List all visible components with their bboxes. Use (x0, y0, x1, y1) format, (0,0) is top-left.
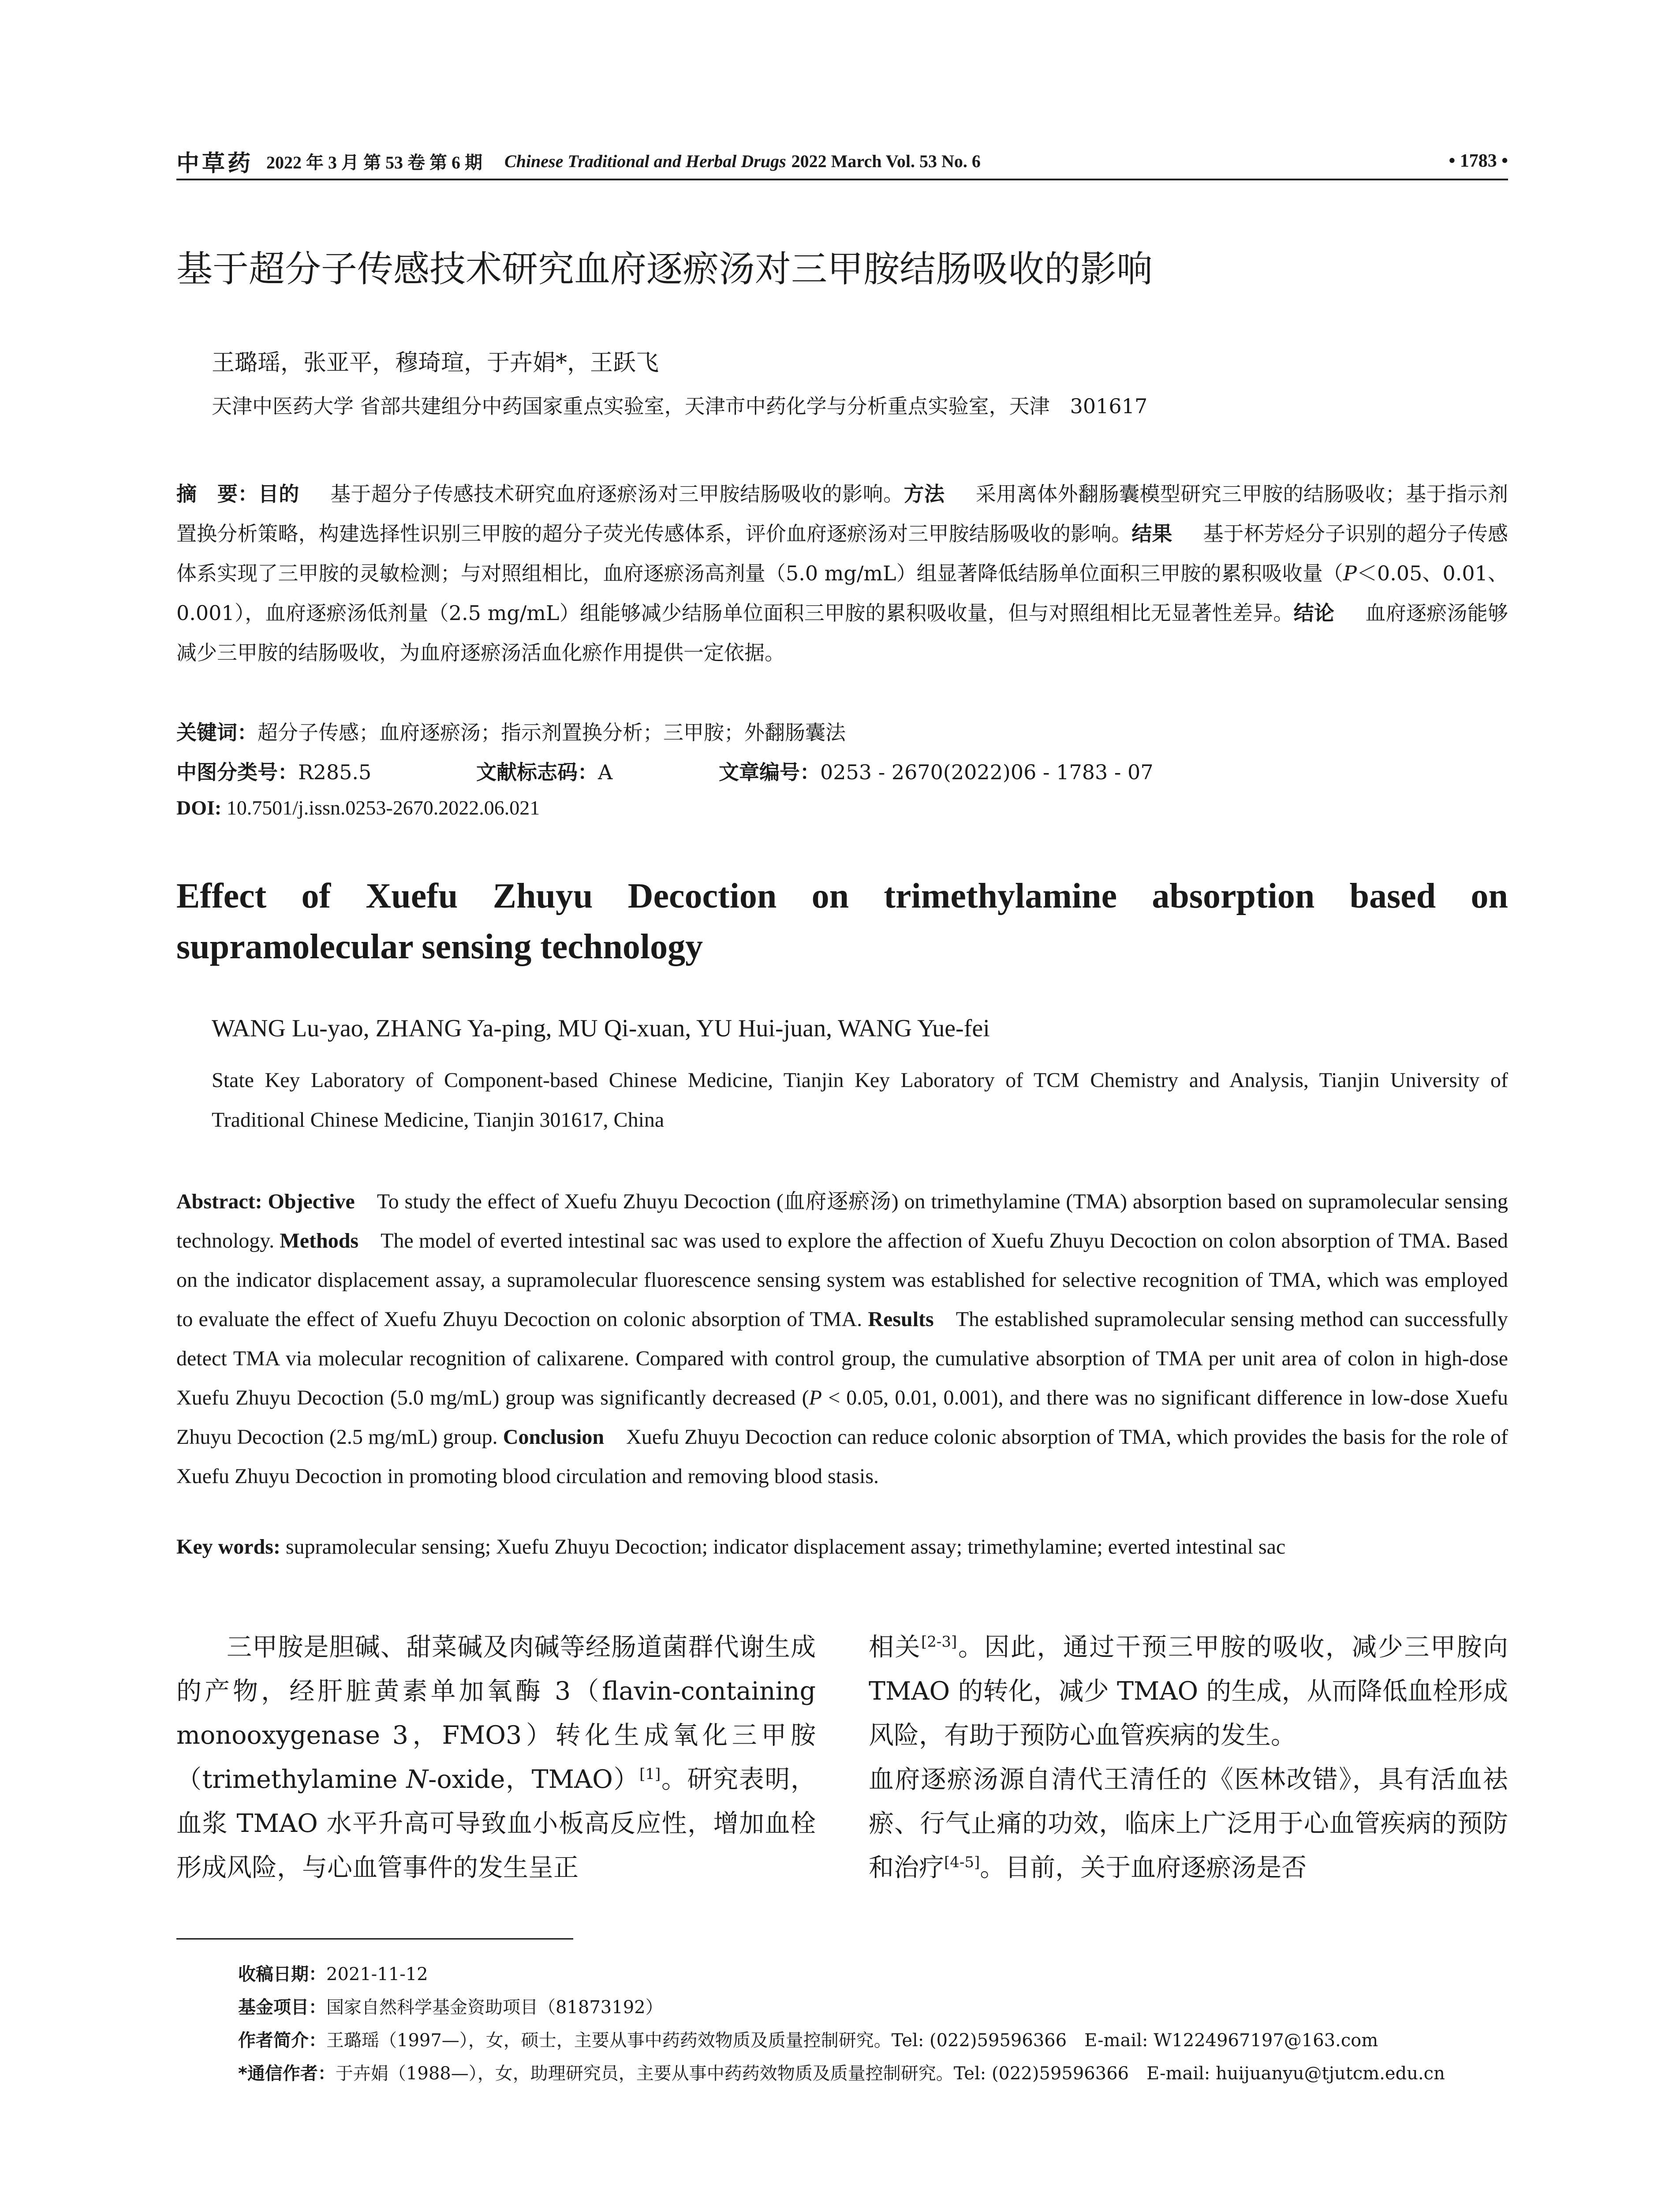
classification-row (176, 756, 1154, 785)
methods-label-en: Methods (280, 1229, 359, 1252)
footnote-label: 基金项目： (238, 1997, 326, 2018)
footnote-text: 王璐瑶（1997—），女，硕士，主要从事中药药效物质及质量控制研究。Tel: (022)59596366 E-mail: W1224967197@163.com (326, 2030, 1378, 2051)
citation-ref[interactable]: [1] (639, 1765, 661, 1783)
body-text: 三甲胺是胆碱、甜菜碱及肉碱等经肠道菌群代谢生成的产物，经肝脏黄素单加氧酶 3（flavin-containing monooxygenase 3，FMO3）转化生成氧化三甲胺（trimethylamine (176, 1633, 816, 1794)
keywords-label-en: Key words: (176, 1535, 280, 1558)
doc-code: A (598, 760, 613, 784)
body-column-left (176, 1625, 816, 1890)
article-no: 0253 - 2670(2022)06 - 1783 - 07 (820, 760, 1154, 784)
objective-text-en: To study the effect of Xuefu Zhuyu Decoction (血府逐瘀汤) on trimethylamine (TMA) absorption based on supramolecular sensing technology. (176, 1190, 1508, 1252)
methods-text-cn: 采用离体外翻肠囊模型研究三甲胺的结肠吸收；基于指示剂置换分析策略，构建选择性识别三甲胺的超分子荧光传感体系，评价血府逐瘀汤对三甲胺结肠吸收的影响。 (176, 482, 1508, 546)
issue-info-en: 2022 March Vol. 53 No. 6 (791, 151, 981, 171)
footnote-text: 国家自然科学基金资助项目（81873192） (326, 1997, 663, 2018)
footnote-label: 作者简介： (238, 2030, 326, 2051)
body-text: 相关 (869, 1633, 922, 1662)
footnotes (238, 1958, 1508, 2090)
conclusion-text-en: Xuefu Zhuyu Decoction can reduce colonic absorption of TMA, which provides the basis for the role of Xuefu Zhuyu Decoction in promoting blood circulation and removing blood stasis. (176, 1425, 1508, 1488)
footnote-label: *通信作者： (238, 2063, 336, 2084)
abstract-label-cn: 摘 要： (176, 482, 258, 506)
affiliation-cn: 天津中医药大学 省部共建组分中药国家重点实验室，天津市中药化学与分析重点实验室，天津 301617 (212, 394, 1148, 418)
body-text: 血府逐瘀汤源自清代王清任的《医林改错》，具有活血祛瘀、行气止痛的功效，临床上广泛用于心血管疾病的预防和治疗 (869, 1765, 1508, 1882)
footnote-label: 收稿日期： (238, 1964, 326, 1984)
footnote-fund (238, 1991, 1508, 2024)
title-en: Effect of Xuefu Zhuyu Decoction on trimethylamine absorption based on supramolecular sensing technology (176, 877, 1508, 966)
conclusion-label-en: Conclusion (503, 1425, 605, 1449)
header-divider (176, 179, 1508, 180)
footnote-author (238, 2024, 1508, 2057)
journal-name-cn: 中草药 (176, 151, 254, 176)
clc-label: 中图分类号： (176, 760, 298, 784)
results-text-cn-2: ＜0.05、0.01、0.001），血府逐瘀汤低剂量（2.5 mg/mL）组能够减少结肠单位面积三甲胺的累积吸收量，但与对照组相比无显著性差异。 (176, 561, 1508, 625)
results-text-en: The established supramolecular sensing method can successfully detect TMA via molecular recognition of calixarene. Compared with control group, the cumulative absorption of TMA per unit area of colon in high-dose Xuefu Zhuyu Decoction (5.0 mg/mL) group was significantly decreased ( (176, 1308, 1508, 1409)
footnote-text: 2021-11-12 (326, 1964, 428, 1984)
clc-code: R285.5 (298, 760, 372, 784)
doi-label: DOI: (176, 796, 222, 819)
footnote-correspondence (238, 2057, 1508, 2090)
p-symbol-cn: P (1343, 561, 1357, 585)
doc-code-label: 文献标志码： (476, 760, 598, 784)
body-text: -oxide，TMAO） (428, 1765, 640, 1794)
body-text: 。因此，通过干预三甲胺的吸收，减少三甲胺向 TMAO 的转化，减少 TMAO 的生成，从而降低血栓形成风险，有助于预防心血管疾病的发生。 (869, 1633, 1508, 1750)
issue-info-cn: 2022 年 3 月 第 53 卷 第 6 期 (266, 152, 483, 172)
keywords-label-cn: 关键词： (176, 721, 258, 744)
results-text-cn: 基于杯芳烃分子识别的超分子传感体系实现了三甲胺的灵敏检测；与对照组相比，血府逐瘀汤高剂量（5.0 mg/mL）组显著降低结肠单位面积三甲胺的累积吸收量（ (176, 522, 1508, 585)
abstract-en (176, 1182, 1508, 1496)
page-number: • 1783 • (1449, 151, 1508, 171)
body-paragraph (869, 1625, 1508, 1757)
body-italic-n: N (406, 1765, 429, 1794)
body-text: 。研究表明，血浆 TMAO 水平升高可导致血小板高反应性，增加血栓形成风险，与心血管事件的发生呈正 (176, 1765, 816, 1882)
journal-name-en: Chinese Traditional and Herbal Drugs (504, 151, 786, 171)
footnote-received (238, 1958, 1508, 1991)
abstract-label-en: Abstract: (176, 1190, 262, 1213)
running-header (176, 148, 1508, 174)
affiliation-en: State Key Laboratory of Component-based Chinese Medicine, Tianjin Key Laboratory of TCM Chemistry and Analysis, Tianjin University of Traditional Chinese Medicine, Tianjin 301617, China (212, 1069, 1508, 1132)
body-text: 。目前，关于血府逐瘀汤是否 (980, 1853, 1307, 1882)
body-paragraph (869, 1757, 1508, 1890)
authors-cn: 王璐瑶，张亚平，穆琦瑄，于卉娟*，王跃飞 (212, 350, 659, 376)
objective-label-cn: 目的 (258, 482, 299, 506)
title-cn: 基于超分子传感技术研究血府逐瘀汤对三甲胺结肠吸收的影响 (176, 248, 1153, 290)
p-symbol-en: P (809, 1386, 822, 1409)
article-no-label: 文章编号： (719, 760, 820, 784)
objective-label-en: Objective (268, 1190, 355, 1213)
results-label-cn: 结果 (1131, 522, 1172, 546)
keywords-text-cn: 超分子传感；血府逐瘀汤；指示剂置换分析；三甲胺；外翻肠囊法 (258, 721, 846, 744)
methods-label-cn: 方法 (903, 482, 945, 506)
citation-ref[interactable]: [2-3] (921, 1633, 957, 1651)
footnote-text: 于卉娟（1988—），女，助理研究员，主要从事中药药效物质及质量控制研究。Tel: (022)59596366 E-mail: huijuanyu@tjutcm.edu.cn (335, 2063, 1445, 2084)
results-label-en: Results (868, 1308, 934, 1331)
authors-en: WANG Lu-yao, ZHANG Ya-ping, MU Qi-xuan, YU Hui-juan, WANG Yue-fei (212, 1015, 990, 1042)
abstract-cn (176, 474, 1508, 673)
conclusion-text-cn: 血府逐瘀汤能够减少三甲胺的结肠吸收，为血府逐瘀汤活血化瘀作用提供一定依据。 (176, 601, 1508, 665)
body-column-right (869, 1625, 1508, 1890)
conclusion-label-cn: 结论 (1293, 601, 1335, 625)
keywords-text-en: supramolecular sensing; Xuefu Zhuyu Decoction; indicator displacement assay; trimethylamine; everted intestinal sac (285, 1535, 1286, 1558)
footnote-divider (176, 1938, 573, 1940)
results-text-en-2: < 0.05, 0.01, 0.001), and there was no significant difference in low-dose Xuefu Zhuyu Decoction (2.5 mg/mL) group. (176, 1386, 1508, 1449)
keywords-cn (176, 717, 846, 746)
keywords-en (176, 1535, 1508, 1559)
methods-text-en: The model of everted intestinal sac was used to explore the affection of Xuefu Zhuyu Decoction on colon absorption of TMA. Based on the indicator displacement assay, a supramolecular fluorescence sensing system was established for selective recognition of TMA, which was employed to evaluate the effect of Xuefu Zhuyu Decoction on colonic absorption of TMA. (176, 1229, 1508, 1331)
doi-line (176, 796, 540, 819)
doi-link[interactable]: 10.7501/j.issn.0253-2670.2022.06.021 (226, 796, 540, 819)
objective-text-cn: 基于超分子传感技术研究血府逐瘀汤对三甲胺结肠吸收的影响。 (330, 482, 904, 506)
citation-ref[interactable]: [4-5] (944, 1854, 980, 1871)
